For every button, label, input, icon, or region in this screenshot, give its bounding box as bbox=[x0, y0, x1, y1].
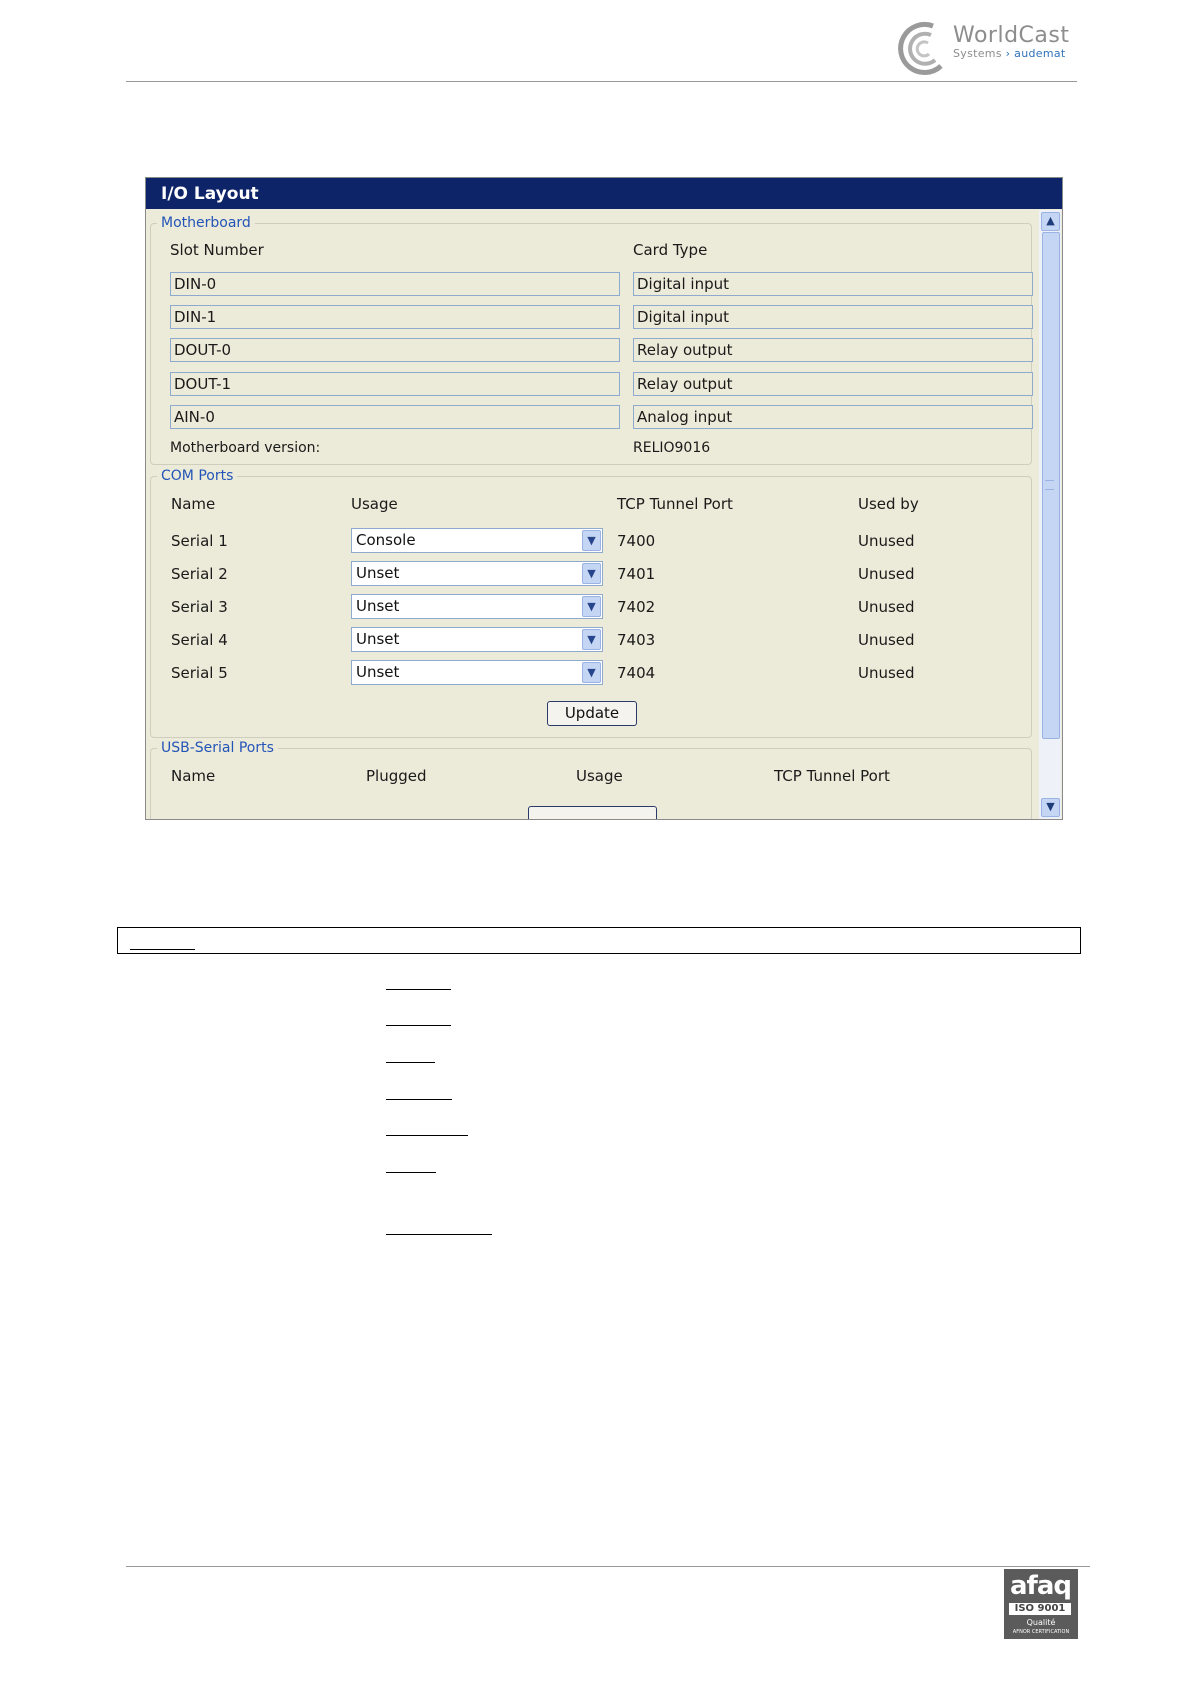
tcp-port-value: 7404 bbox=[617, 664, 656, 682]
window-title: I/O Layout bbox=[161, 184, 259, 204]
card-type-field[interactable]: Relay output bbox=[633, 338, 1033, 362]
usage-select[interactable] bbox=[351, 627, 603, 652]
logo-subtitle bbox=[953, 47, 1066, 60]
com-port-name: Serial 4 bbox=[171, 631, 228, 649]
usage-select[interactable] bbox=[351, 594, 603, 619]
vertical-scrollbar[interactable] bbox=[1039, 210, 1061, 819]
chevron-down-icon[interactable]: ▼ bbox=[582, 629, 601, 650]
com-name-header: Name bbox=[171, 495, 216, 513]
scroll-down-icon[interactable]: ▼ bbox=[1041, 798, 1060, 817]
used-by-value: Unused bbox=[858, 631, 915, 649]
io-layout-window bbox=[145, 177, 1063, 820]
tcp-port-value: 7400 bbox=[617, 532, 656, 550]
underline-rule bbox=[130, 949, 195, 950]
usb-tcp-header: TCP Tunnel Port bbox=[774, 767, 890, 785]
tcp-port-value: 7403 bbox=[617, 631, 656, 649]
afaq-iso-logo bbox=[1004, 1569, 1078, 1639]
logo-sub-right: audemat bbox=[1014, 47, 1066, 60]
logo-brand-text: WorldCast bbox=[953, 23, 1070, 48]
underline-rule bbox=[386, 1172, 436, 1173]
slot-field[interactable]: DOUT-1 bbox=[170, 372, 620, 396]
afaq-cert: AFNOR CERTIFICATION bbox=[1012, 1629, 1070, 1635]
card-type-field[interactable]: Relay output bbox=[633, 372, 1033, 396]
chevron-down-icon[interactable]: ▼ bbox=[582, 530, 601, 551]
used-by-value: Unused bbox=[858, 532, 915, 550]
card-type-field[interactable]: Digital input bbox=[633, 305, 1033, 329]
usb-name-header: Name bbox=[171, 767, 216, 785]
underline-rule bbox=[386, 1062, 435, 1063]
chevron-down-icon[interactable]: ▼ bbox=[582, 563, 601, 584]
usage-select-value: Unset bbox=[356, 663, 400, 681]
usage-select[interactable] bbox=[351, 561, 603, 586]
card-type-field[interactable]: Analog input bbox=[633, 405, 1033, 429]
window-titlebar bbox=[146, 178, 1062, 209]
chevron-down-icon[interactable]: ▼ bbox=[582, 662, 601, 683]
usb-usage-header: Usage bbox=[576, 767, 623, 785]
used-by-value: Unused bbox=[858, 664, 915, 682]
usage-select[interactable] bbox=[351, 528, 603, 553]
used-by-value: Unused bbox=[858, 598, 915, 616]
motherboard-version-value: RELIO9016 bbox=[633, 440, 711, 456]
usage-select-value: Unset bbox=[356, 597, 400, 615]
slot-field[interactable]: DIN-0 bbox=[170, 272, 620, 296]
com-ports-legend: COM Ports bbox=[161, 468, 234, 484]
com-port-name: Serial 5 bbox=[171, 664, 228, 682]
underline-rule bbox=[386, 1025, 451, 1026]
chevron-down-icon[interactable]: ▼ bbox=[582, 596, 601, 617]
usb-plugged-header: Plugged bbox=[366, 767, 427, 785]
com-port-name: Serial 3 bbox=[171, 598, 228, 616]
tcp-port-value: 7401 bbox=[617, 565, 656, 583]
afaq-brand: afaq bbox=[1010, 1571, 1072, 1601]
com-port-name: Serial 2 bbox=[171, 565, 228, 583]
usage-select-value: Unset bbox=[356, 564, 400, 582]
table-header-box bbox=[117, 927, 1081, 954]
usage-select[interactable] bbox=[351, 660, 603, 685]
card-type-field[interactable]: Digital input bbox=[633, 272, 1033, 296]
underline-rule bbox=[386, 989, 451, 990]
usage-select-value: Console bbox=[356, 531, 416, 549]
slot-number-header: Slot Number bbox=[170, 241, 264, 259]
usb-action-button[interactable] bbox=[528, 806, 657, 820]
com-used-by-header: Used by bbox=[858, 495, 919, 513]
slot-field[interactable]: AIN-0 bbox=[170, 405, 620, 429]
com-port-name: Serial 1 bbox=[171, 532, 228, 550]
motherboard-version-label: Motherboard version: bbox=[170, 440, 321, 456]
used-by-value: Unused bbox=[858, 565, 915, 583]
underline-rule bbox=[386, 1099, 452, 1100]
slot-field[interactable]: DIN-1 bbox=[170, 305, 620, 329]
footer-rule bbox=[126, 1566, 1090, 1567]
underline-rule bbox=[386, 1234, 492, 1235]
motherboard-legend: Motherboard bbox=[161, 215, 251, 231]
header-rule bbox=[126, 81, 1077, 82]
tcp-port-value: 7402 bbox=[617, 598, 656, 616]
chevron-right-icon: › bbox=[1005, 47, 1011, 60]
com-usage-header: Usage bbox=[351, 495, 398, 513]
com-tcp-header: TCP Tunnel Port bbox=[617, 495, 733, 513]
logo-waves-icon bbox=[895, 20, 953, 76]
grip-icon bbox=[1045, 480, 1054, 490]
usb-serial-legend: USB-Serial Ports bbox=[161, 740, 274, 756]
update-button[interactable]: Update bbox=[547, 701, 637, 726]
logo-sub-left: Systems bbox=[953, 47, 1002, 60]
afaq-qualite: Qualité bbox=[1026, 1618, 1056, 1627]
afaq-iso: ISO 9001 bbox=[1009, 1603, 1071, 1615]
scroll-up-icon[interactable]: ▲ bbox=[1041, 212, 1060, 231]
underline-rule bbox=[386, 1135, 468, 1136]
slot-field[interactable]: DOUT-0 bbox=[170, 338, 620, 362]
usage-select-value: Unset bbox=[356, 630, 400, 648]
card-type-header: Card Type bbox=[633, 241, 708, 259]
